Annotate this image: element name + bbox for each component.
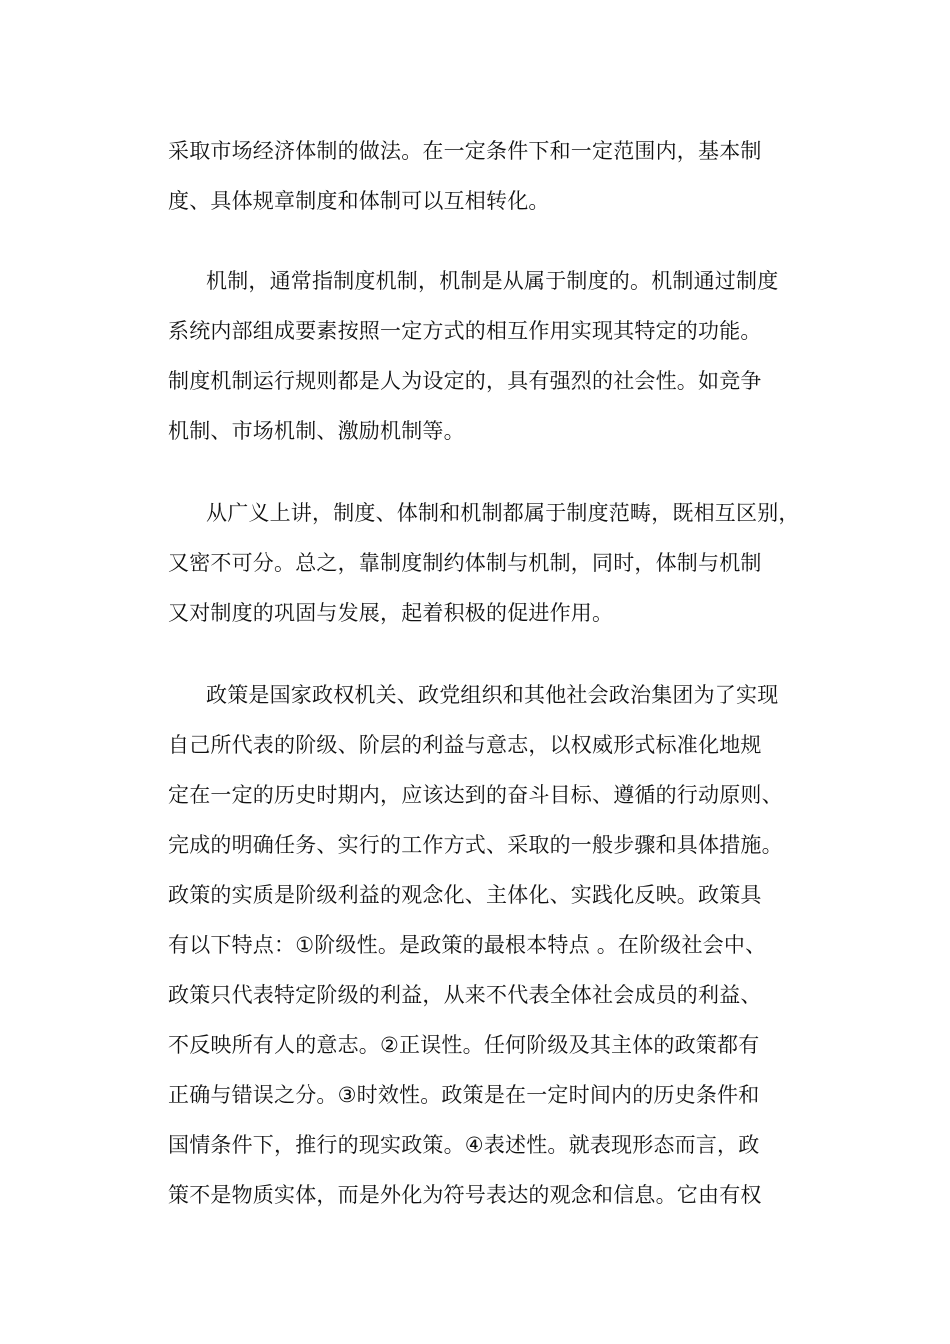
- paragraph-3-line-3: 又对制度的巩固与发展，起着积极的促进作用。: [168, 601, 614, 625]
- paragraph-4-line-4: 完成的明确任务、实行的工作方式、采取的一般步骤和具体措施。: [168, 833, 783, 857]
- paragraph-2-line-3: 制度机制运行规则都是人为设定的，具有强烈的社会性。如竞争: [168, 369, 762, 393]
- paragraph-4-line-10: 国情条件下，推行的现实政策。④表述性。就表现形态而言，政: [168, 1133, 760, 1157]
- paragraph-4-line-5: 政策的实质是阶级利益的观念化、主体化、实践化反映。政策具: [168, 883, 762, 907]
- paragraph-1-line-1: 采取市场经济体制的做法。在一定条件下和一定范围内，基本制: [168, 139, 762, 163]
- paragraph-2-line-2: 系统内部组成要素按照一定方式的相互作用实现其特定的功能。: [168, 319, 762, 343]
- paragraph-4-line-7: 政策只代表特定阶级的利益，从来不代表全体社会成员的利益、: [168, 983, 762, 1007]
- paragraph-4-line-2: 自己所代表的阶级、阶层的利益与意志，以权威形式标准化地规: [168, 733, 762, 757]
- paragraph-4-line-8: 不反映所有人的意志。②正误性。任何阶级及其主体的政策都有: [168, 1033, 760, 1057]
- paragraph-2-line-1: 机制，通常指制度机制，机制是从属于制度的。机制通过制度: [206, 269, 779, 293]
- paragraph-2-line-4: 机制、市场机制、激励机制等。: [168, 419, 465, 443]
- paragraph-4-line-9: 正确与错误之分。③时效性。政策是在一定时间内的历史条件和: [168, 1083, 760, 1107]
- paragraph-4-line-11: 策不是物质实体，而是外化为符号表达的观念和信息。它由有权: [168, 1183, 762, 1207]
- paragraph-4-line-6: 有以下特点：①阶级性。是政策的最根本特点 。在阶级社会中、: [168, 933, 767, 957]
- paragraph-4-line-1: 政策是国家政权机关、政党组织和其他社会政治集团为了实现: [206, 683, 779, 707]
- paragraph-4-line-3: 定在一定的历史时期内，应该达到的奋斗目标、遵循的行动原则、: [168, 783, 783, 807]
- paragraph-3-line-1: 从广义上讲，制度、体制和机制都属于制度范畴，既相互区别，: [206, 501, 800, 525]
- paragraph-1-line-2: 度、具体规章制度和体制可以互相转化。: [168, 189, 550, 213]
- paragraph-3-line-2: 又密不可分。总之，靠制度制约体制与机制，同时，体制与机制: [168, 551, 762, 575]
